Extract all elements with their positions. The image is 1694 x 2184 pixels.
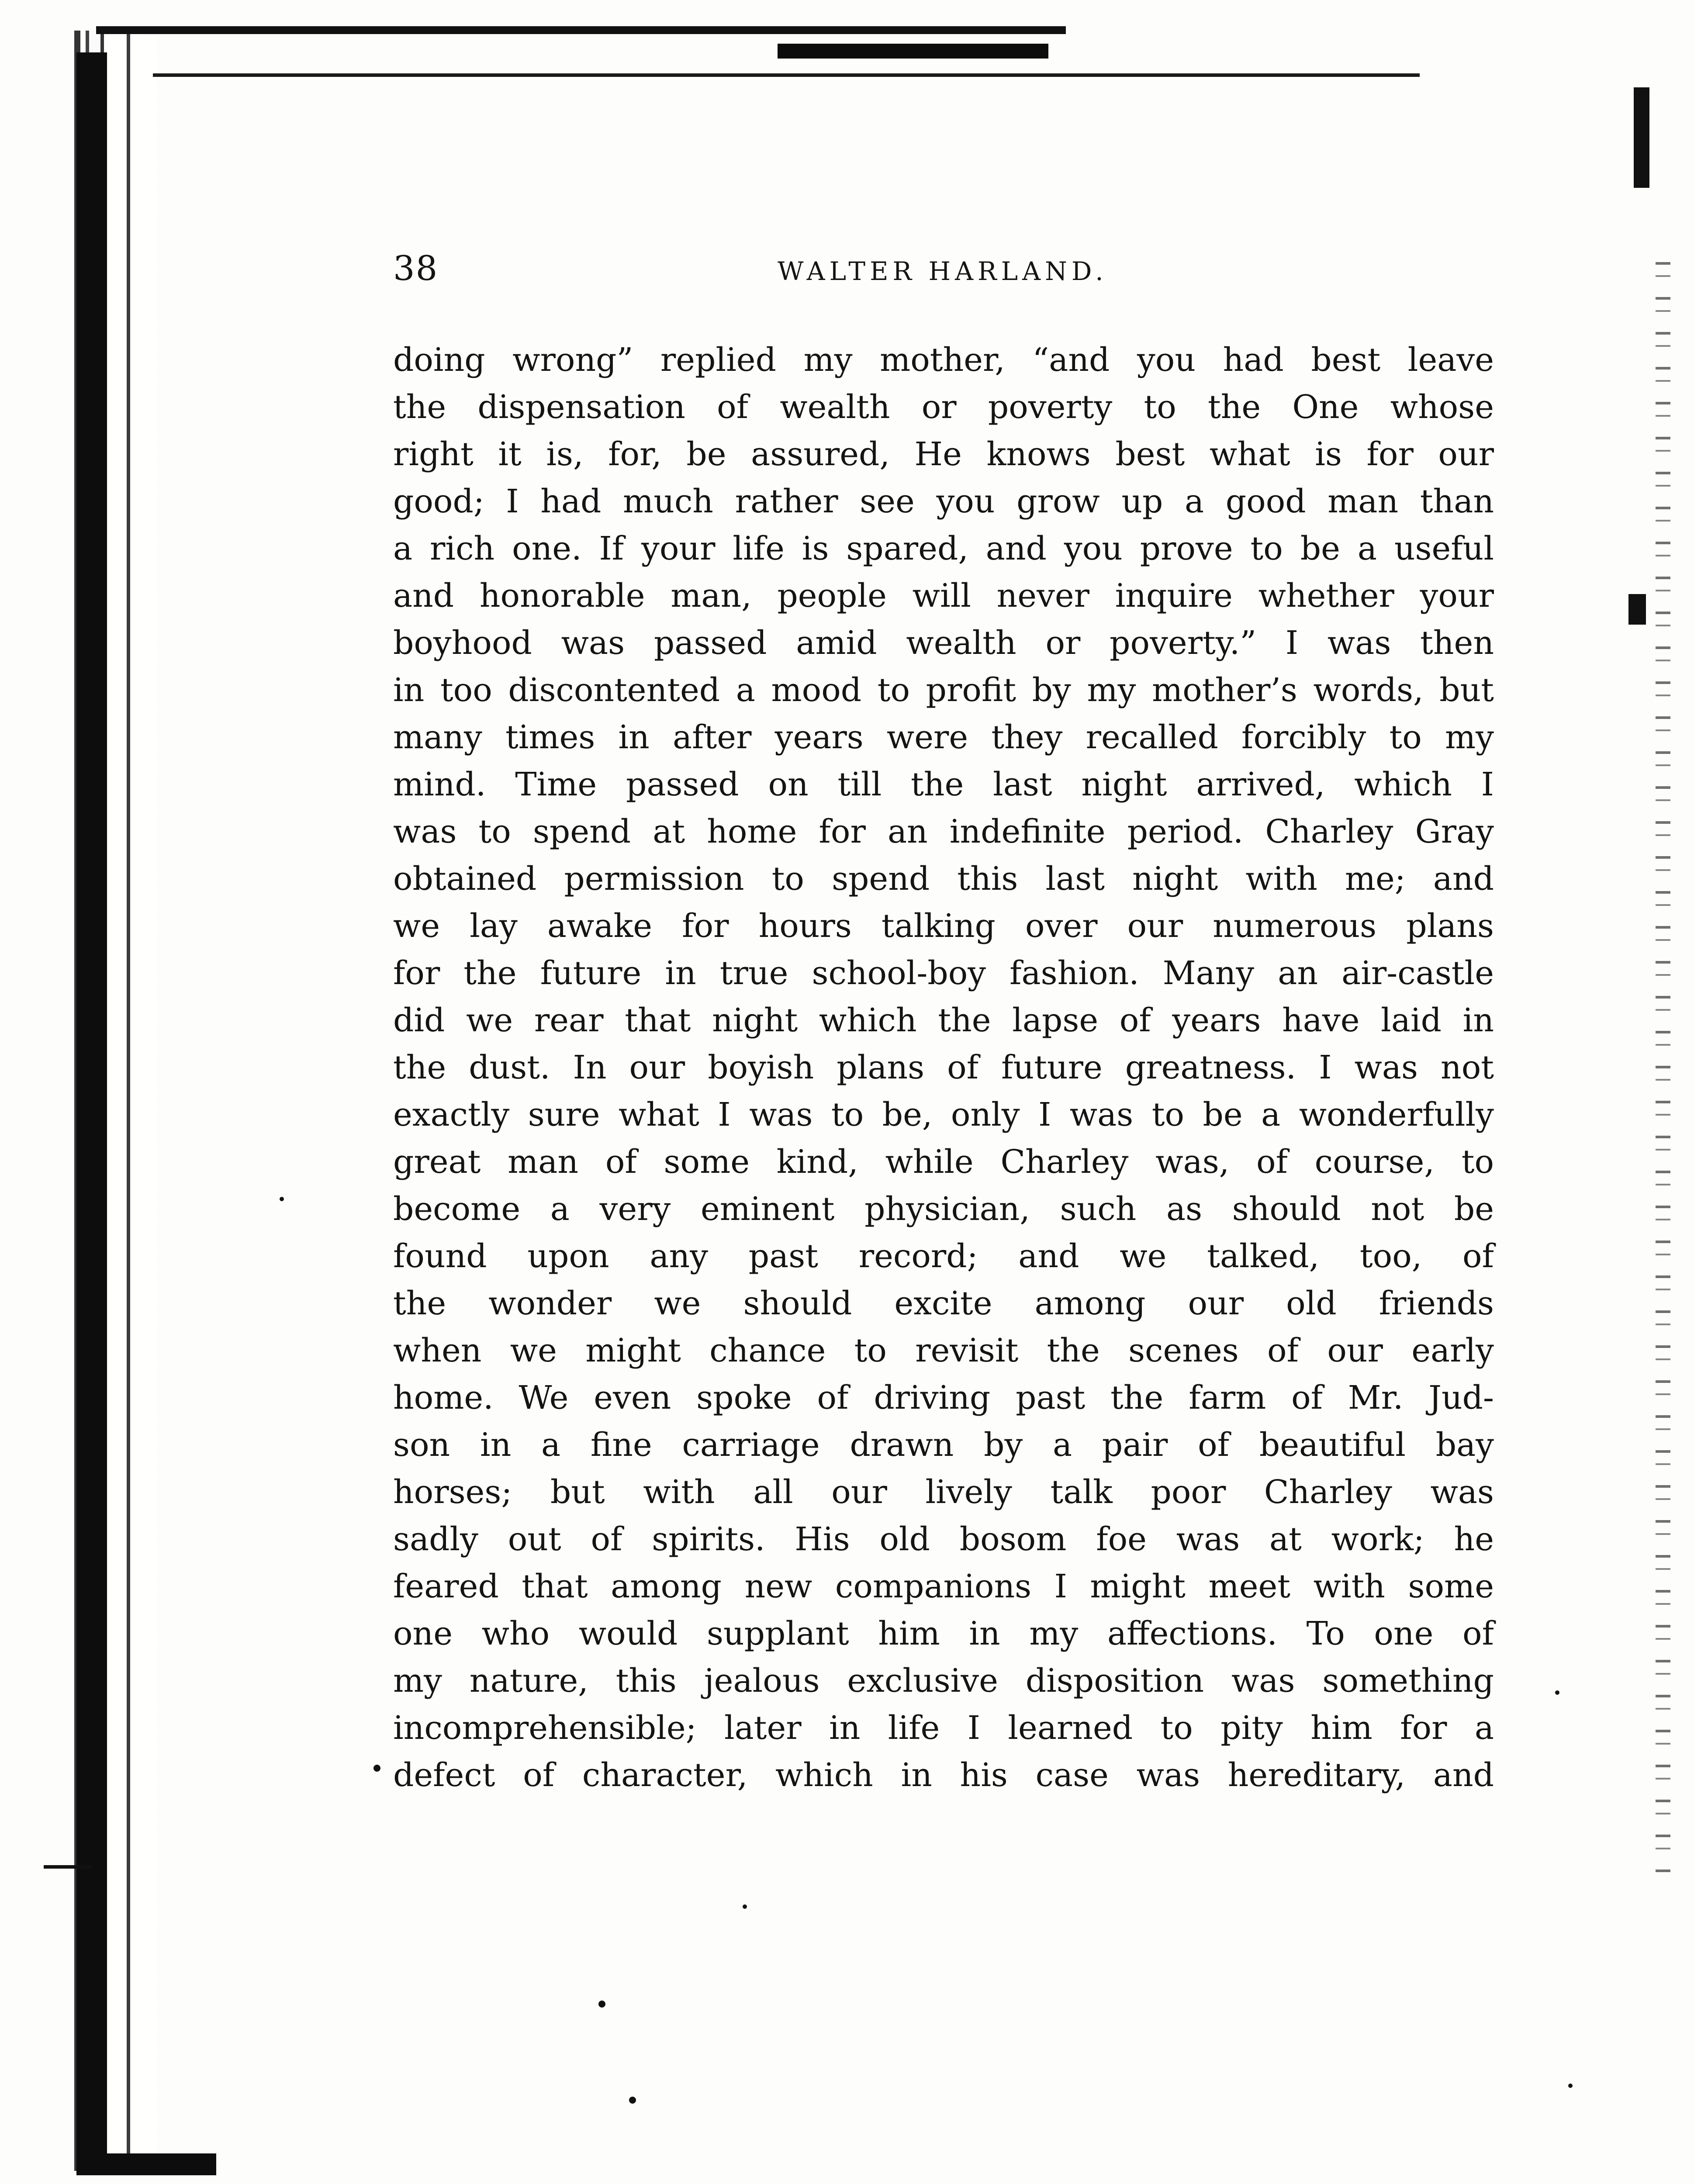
running-head: WALTER HARLAND. [778, 256, 1108, 286]
ink-speck [629, 2097, 636, 2104]
text-line: great man of some kind, while Charley was, of course, to [393, 1143, 1494, 1181]
text-line: found upon any past record; and we talked, too, of [393, 1237, 1494, 1275]
text-line: doing wrong” replied my mother, “and you had best leave [393, 341, 1494, 379]
body-text [393, 336, 1494, 1799]
text-line: feared that among new companions I might meet with some [393, 1568, 1494, 1605]
text-line: my nature, this jealous exclusive disposition was something [393, 1662, 1494, 1700]
text-line: for the future in true school-boy fashion. Many an air-castle [393, 954, 1494, 992]
text-line: one who would supplant him in my affections. To one of [393, 1615, 1494, 1652]
ink-speck [373, 1765, 380, 1772]
text-line: obtained permission to spend this last night with me; and [393, 860, 1494, 898]
text-line: exactly sure what I was to be, only I was to be a wonderfully [393, 1096, 1494, 1133]
text-line: incomprehensible; later in life I learned to pity him for a [393, 1709, 1494, 1747]
text-line: home. We even spoke of driving past the farm of Mr. Jud- [393, 1379, 1494, 1417]
page-header [393, 245, 1494, 293]
top-border-thin-rule [153, 73, 1420, 77]
ink-speck [598, 2001, 605, 2008]
text-line: we lay awake for hours talking over our numerous plans [393, 907, 1494, 945]
text-line: horses; but with all our lively talk poor Charley was [393, 1473, 1494, 1511]
right-margin-mark [1634, 87, 1649, 188]
text-line: good; I had much rather see you grow up a good man than [393, 483, 1494, 520]
text-line: the dust. In our boyish plans of future greatness. I was not [393, 1049, 1494, 1086]
page-binding-shadow [76, 52, 107, 2171]
text-line: did we rear that night which the lapse of years have laid in [393, 1002, 1494, 1039]
text-line: a rich one. If your life is spared, and you prove to be a useful [393, 530, 1494, 567]
text-line: boyhood was passed amid wealth or poverty.” I was then [393, 624, 1494, 662]
text-line: become a very eminent physician, such as should not be [393, 1190, 1494, 1228]
ink-speck [1568, 2084, 1573, 2088]
top-border-heavy-rule [778, 44, 1048, 59]
ink-speck [743, 1904, 747, 1909]
top-border-rule [96, 26, 1066, 34]
text-line: the dispensation of wealth or poverty to the One whose [393, 388, 1494, 426]
text-line: right it is, for, be assured, He knows best what is for our [393, 435, 1494, 473]
text-line: mind. Time passed on till the last night arrived, which I [393, 766, 1494, 803]
text-line: in too discontented a mood to profit by my mother’s words, but [393, 671, 1494, 709]
text-line: many times in after years were they recalled forcibly to my [393, 719, 1494, 756]
right-margin-speckle [1656, 262, 1670, 1878]
ink-speck [1555, 1690, 1559, 1695]
text-line: the wonder we should excite among our old friends [393, 1285, 1494, 1322]
text-line: defect of character, which in his case was hereditary, and [393, 1756, 1494, 1794]
text-line: when we might chance to revisit the scenes of our early [393, 1332, 1494, 1369]
text-line: and honorable man, people will never inquire whether your [393, 577, 1494, 615]
text-line: sadly out of spirits. His old bosom foe was at work; he [393, 1521, 1494, 1558]
text-line: son in a fine carriage drawn by a pair of beautiful bay [393, 1426, 1494, 1464]
page-number: 38 [393, 249, 439, 288]
text-line: was to spend at home for an indefinite period. Charley Gray [393, 813, 1494, 850]
ink-speck [280, 1197, 284, 1201]
page-corner-shadow [76, 2153, 216, 2175]
right-margin-blot [1628, 594, 1646, 625]
left-margin-tick [44, 1865, 92, 1869]
